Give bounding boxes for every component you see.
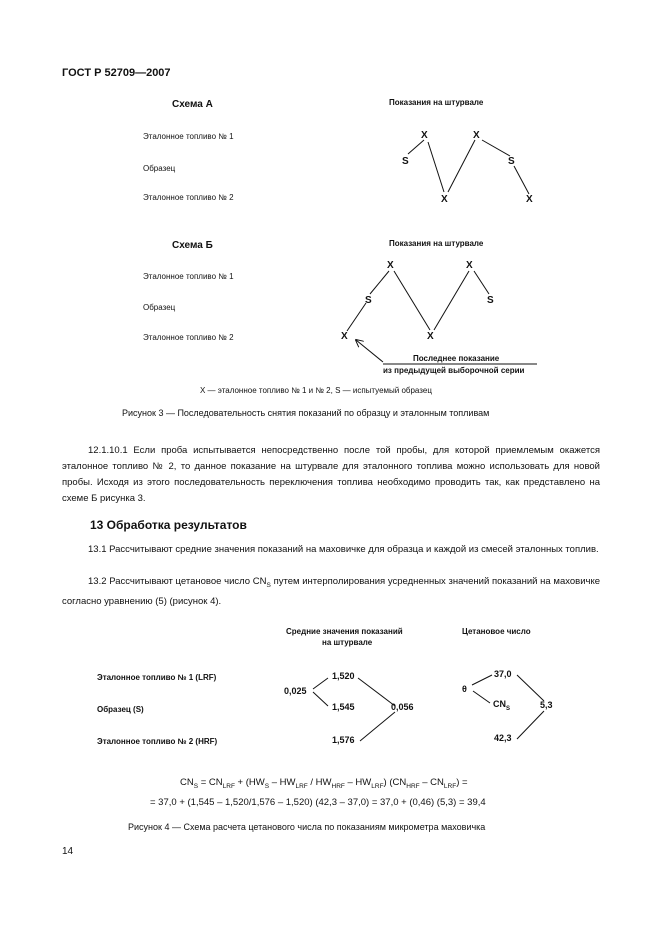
formula-subscript: S <box>264 782 270 790</box>
scheme-b-marker: X <box>427 331 434 342</box>
fig4-value-hrf: 1,576 <box>332 735 355 745</box>
fig4-line <box>313 678 328 689</box>
scheme-a-marker: X <box>473 130 480 141</box>
scheme-b-row-ref2: Эталонное топливо № 2 <box>143 333 234 342</box>
fig4-diff-left: 0,025 <box>284 686 307 696</box>
fig4-row-lrf: Эталонное топливо № 1 (LRF) <box>97 673 217 682</box>
scheme-a-readings-title: Показания на штурвале <box>389 98 484 107</box>
paragraph-13-2-text: 13.2 Рассчитывают цетановое число $CN_S$ путем интерполирования усредненных значений показаний на маховичке согласно уравнению (5) (рисунок 4). <box>62 576 600 607</box>
scheme-b-marker: X <box>466 260 473 271</box>
scheme-a-line <box>448 140 475 192</box>
formula-subscript: LRF <box>222 782 235 790</box>
page-header: ГОСТ Р 52709—2007 <box>62 67 171 79</box>
scheme-b-line <box>347 303 366 331</box>
fig4-cn-delta: θ <box>462 684 467 694</box>
fig4-value-sample: 1,545 <box>332 702 355 712</box>
scheme-b-row-ref1: Эталонное топливо № 1 <box>143 272 234 281</box>
scheme-b-marker: S <box>365 295 372 306</box>
fig4-line <box>473 691 490 703</box>
fig4-cn-lrf: 37,0 <box>494 669 512 679</box>
fig4-line <box>358 678 395 706</box>
fig4-col-avg-line1: Средние значения показаний <box>286 627 403 636</box>
formula-subscript: HRF <box>406 782 420 790</box>
fig4-col-avg-line2: на штурвале <box>322 638 373 647</box>
scheme-b-note-line2: из предыдущей выборочной серии <box>383 366 525 375</box>
fig4-row-sample: Образец (S) <box>97 705 144 714</box>
scheme-a-row-ref2: Эталонное топливо № 2 <box>143 193 234 202</box>
scheme-b-row-sample: Образец <box>143 303 176 312</box>
scheme-b-marker: X <box>341 331 348 342</box>
paragraph-13-1-text: 13.1 Рассчитывают средние значения показаний на маховичке для образца и каждой из смесей эталонных топлив. <box>88 544 599 555</box>
page-number: 14 <box>62 846 74 857</box>
fig4-line <box>313 692 328 706</box>
scheme-a-marker: X <box>441 194 448 205</box>
scheme-a-title: Схема А <box>172 99 213 110</box>
fig4-line <box>360 712 395 741</box>
scheme-a-line <box>514 166 529 194</box>
formula-subscript: S <box>193 782 199 790</box>
section-13-title: 13 Обработка результатов <box>90 518 247 532</box>
scheme-b-line <box>434 271 469 330</box>
scheme-b-marker: S <box>487 295 494 306</box>
scheme-b-readings-title: Показания на штурвале <box>389 239 484 248</box>
fig4-cn-diff: 5,3 <box>540 700 553 710</box>
fig4-value-lrf: 1,520 <box>332 671 355 681</box>
scheme-b-note-line1: Последнее показание <box>413 354 500 363</box>
paragraph-12-1-10-1-text: 12.1.10.1 Если проба испытывается непосредственно после той пробы, для которой приемлемым окажется эталонное топливо № 2, то данное показание на штурвале для эталонного топлива можно использовать для новой пробы. Исходя из этого последовательность переключения топлива необходимо проводить так, как представлено на схеме Б рисунка 3. <box>62 445 600 504</box>
scheme-b-line <box>474 271 489 294</box>
fig4-cn-sample: $CN_S$ <box>493 699 511 712</box>
formula-line2: = 37,0 + (1,545 – 1,520/1,576 – 1,520) (42,3 – 37,0) = 37,0 + (0,46) (5,3) = 39,4 <box>150 797 486 808</box>
fig4-line <box>472 675 492 685</box>
scheme-a-row-sample: Образец <box>143 164 176 173</box>
figure3-caption: Рисунок 3 — Последовательность снятия показаний по образцу и эталонным топливам <box>122 408 490 418</box>
scheme-a-marker: S <box>402 156 409 167</box>
fig4-line <box>517 711 544 739</box>
scheme-b-title: Схема Б <box>172 240 213 251</box>
scheme-a-marker: X <box>526 194 533 205</box>
scheme-a-line <box>408 140 424 154</box>
formula-subscript: LRF <box>371 782 384 790</box>
fig4-cn-hrf: 42,3 <box>494 733 512 743</box>
scheme-b-line <box>370 271 389 294</box>
scheme-b-marker: X <box>387 260 394 271</box>
scheme-a-marker: X <box>421 130 428 141</box>
formula-subscript: LRF <box>443 782 457 790</box>
scheme-a-row-ref1: Эталонное топливо № 1 <box>143 132 234 141</box>
fig4-diff-right: 0,056 <box>391 702 414 712</box>
scheme-a-line <box>428 142 444 192</box>
scheme-a-marker: S <box>508 156 515 167</box>
fig4-row-hrf: Эталонное топливо № 2 (HRF) <box>97 737 218 746</box>
scheme-b-arrow <box>356 340 383 362</box>
scheme-b-line <box>394 271 430 330</box>
fig4-col-cetane: Цетановое число <box>462 627 531 636</box>
formula-subscript: HRF <box>331 782 345 790</box>
formula-subscript: LRF <box>295 782 308 790</box>
figure3-legend: X — эталонное топливо № 1 и № 2, S — испытуемый образец <box>200 386 432 395</box>
formula-line1: $CN_S = CN_{LRF} + (HW_S - HW_{LRF} / HW_{HRF} - HW_{LRF})$ $(CN_{HRF} - CN_{LRF})$ = <box>180 777 468 790</box>
figure4-caption: Рисунок 4 — Схема расчета цетанового числа по показаниям микрометра маховичка <box>128 822 486 832</box>
scheme-a-line <box>482 140 510 156</box>
fig4-line <box>517 675 544 701</box>
